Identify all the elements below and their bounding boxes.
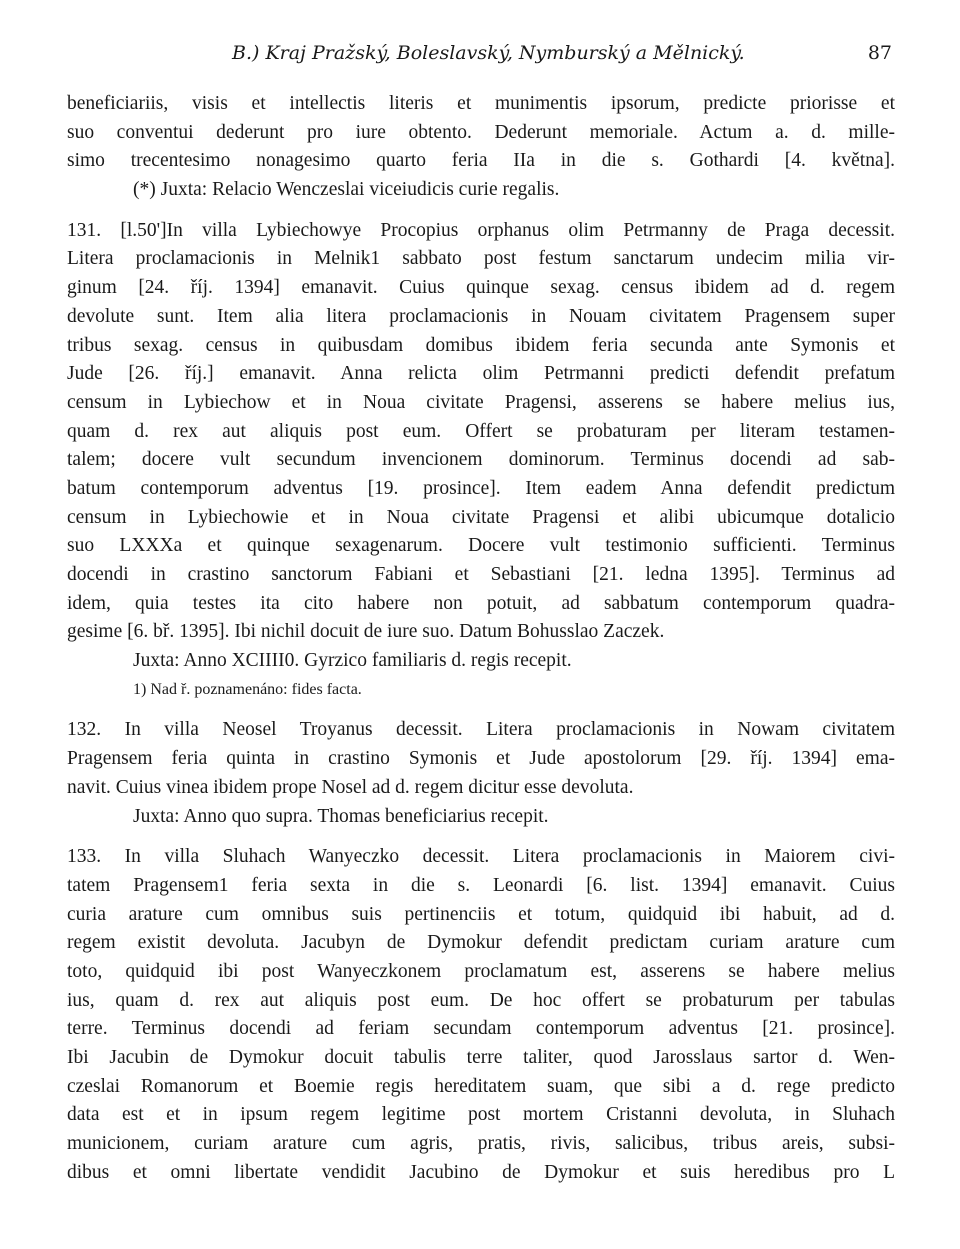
entry-133-start: 133. In villa Sluhach Wanyeczko decessit. Litera proclamacionis in Maiorem civi- — [67, 846, 895, 868]
text-line: quam d. rex aut aliquis post eum. Offert se probaturam per literam testamen- — [67, 420, 895, 442]
text-line: suo conventui dederunt pro iure obtento. Dederunt memoriale. Actum a. d. mille- — [67, 121, 895, 143]
text-line: toto, quidquid ibi post Wanyeczkonem proclamatum est, asserens se habere melius — [67, 960, 895, 982]
text-line: terre. Terminus docendi ad feriam secundam contemporum adventus [21. prosince]. — [67, 1018, 895, 1040]
text-line: Pragensem feria quinta in crastino Symonis et Jude apostolorum [29. říj. 1394] ema- — [67, 748, 895, 770]
text-line: gesime [6. bř. 1395]. Ibi nichil docuit de iure suo. Datum Bohusslao Zaczek. — [67, 621, 665, 643]
text-line: batum contemporum adventus [19. prosince]. Item eadem Anna defendit predictum — [67, 477, 895, 499]
text-line: (*) Juxta: Relacio Wenczeslai viceiudicis curie regalis. — [133, 179, 560, 201]
text-line: czeslai Romanorum et Boemie regis hereditatem suam, que sibi a d. rege predicto — [67, 1075, 895, 1097]
text-line: Ibi Jacubin de Dymokur docuit tabulis terre taliter, quod Jarosslaus sartor d. Wen- — [67, 1047, 895, 1068]
text-line: talem; docere vult secundum invencionem dominorum. Terminus docendi ad sab- — [67, 449, 895, 471]
document-body — [67, 90, 895, 1187]
text-line: Juxta: Anno quo supra. Thomas beneficiarius recepit. — [133, 805, 549, 827]
text-line: municionem, curiam arature cum agris, pratis, rivis, salicibus, tribus areis, subsi- — [67, 1133, 895, 1155]
text-line: ius, quam d. rex aut aliquis post eum. De hoc offert se probaturum per tabulas — [67, 989, 895, 1011]
text-line: tribus sexag. census in quibusdam domibus ibidem feria secunda ante Symonis et — [67, 334, 895, 356]
entry-132-start: 132. In villa Neosel Troyanus decessit. Litera proclamacionis in Nowam civitatem — [67, 719, 895, 741]
page-header — [0, 42, 960, 72]
text-line: Litera proclamacionis in Melnik1 sabbato post festum sanctarum undecim milia vir- — [67, 248, 895, 270]
text-line: curia arature cum omnibus suis pertinenciis et totum, quidquid ibi habuit, ad d. — [67, 903, 895, 925]
page-number: 87 — [867, 42, 892, 64]
text-line: censum in Lybiechowie et in Noua civitate Pragensi et alibi ubicumque dotalicio — [67, 506, 895, 528]
text-line: dibus et omni libertate vendidit Jacubino de Dymokur et suis heredibus pro L — [67, 1161, 895, 1183]
text-line: simo trecentesimo nonagesimo quarto feria IIa in die s. Gothardi [4. května]. — [67, 150, 895, 172]
text-line: tatem Pragensem1 feria sexta in die s. Leonardi [6. list. 1394] emanavit. Cuius — [67, 874, 895, 896]
text-line: docendi in crastino sanctorum Fabiani et Sebastiani [21. ledna 1395]. Terminus ad — [67, 564, 895, 585]
entry-131-start: 131. [l.50']In villa Lybiechowye Procopius orphanus olim Petrmanny de Praga decessit. — [67, 219, 895, 241]
text-line: devolute sunt. Item alia litera proclamacionis in Nouam civitatem Pragensem super — [67, 305, 895, 327]
running-head: B.) Kraj Pražský, Boleslavský, Nymburský a Mělnický. — [232, 42, 745, 64]
footnote: 1) Nad ř. poznamenáno: fides facta. — [133, 680, 362, 698]
text-line: beneficiariis, visis et intellectis literis et munimentis ipsorum, predicte priorisse et — [67, 93, 895, 114]
text-line: suo LXXXa et quinque sexagenarum. Docere vult testimonio sufficienti. Terminus — [67, 535, 895, 557]
text-line: ginum [24. říj. 1394] emanavit. Cuius quinque sexag. census ibidem ad d. regem — [67, 277, 895, 299]
text-line: censum in Lybiechow et in Noua civitate Pragensi, asserens se habere melius ius, — [67, 391, 895, 413]
text-line: Juxta: Anno XCIIII0. Gyrzico familiaris d. regis recepit. — [133, 650, 572, 672]
text-line: Jude [26. říj.] emanavit. Anna relicta olim Petrmanni predicti defendit prefatum — [67, 363, 895, 385]
text-line: navit. Cuius vinea ibidem prope Nosel ad d. regem dicitur esse devoluta. — [67, 776, 634, 798]
text-line: idem, quia testes ita cito habere non potuit, ad sabbatum contemporum quadra- — [67, 592, 895, 614]
text-line: regem existit devoluta. Jacubyn de Dymokur defendit predictam curiam arature cum — [67, 932, 895, 954]
text-line: data est et in ipsum regem legitime post mortem Cristanni devoluta, in Sluhach — [67, 1104, 895, 1126]
